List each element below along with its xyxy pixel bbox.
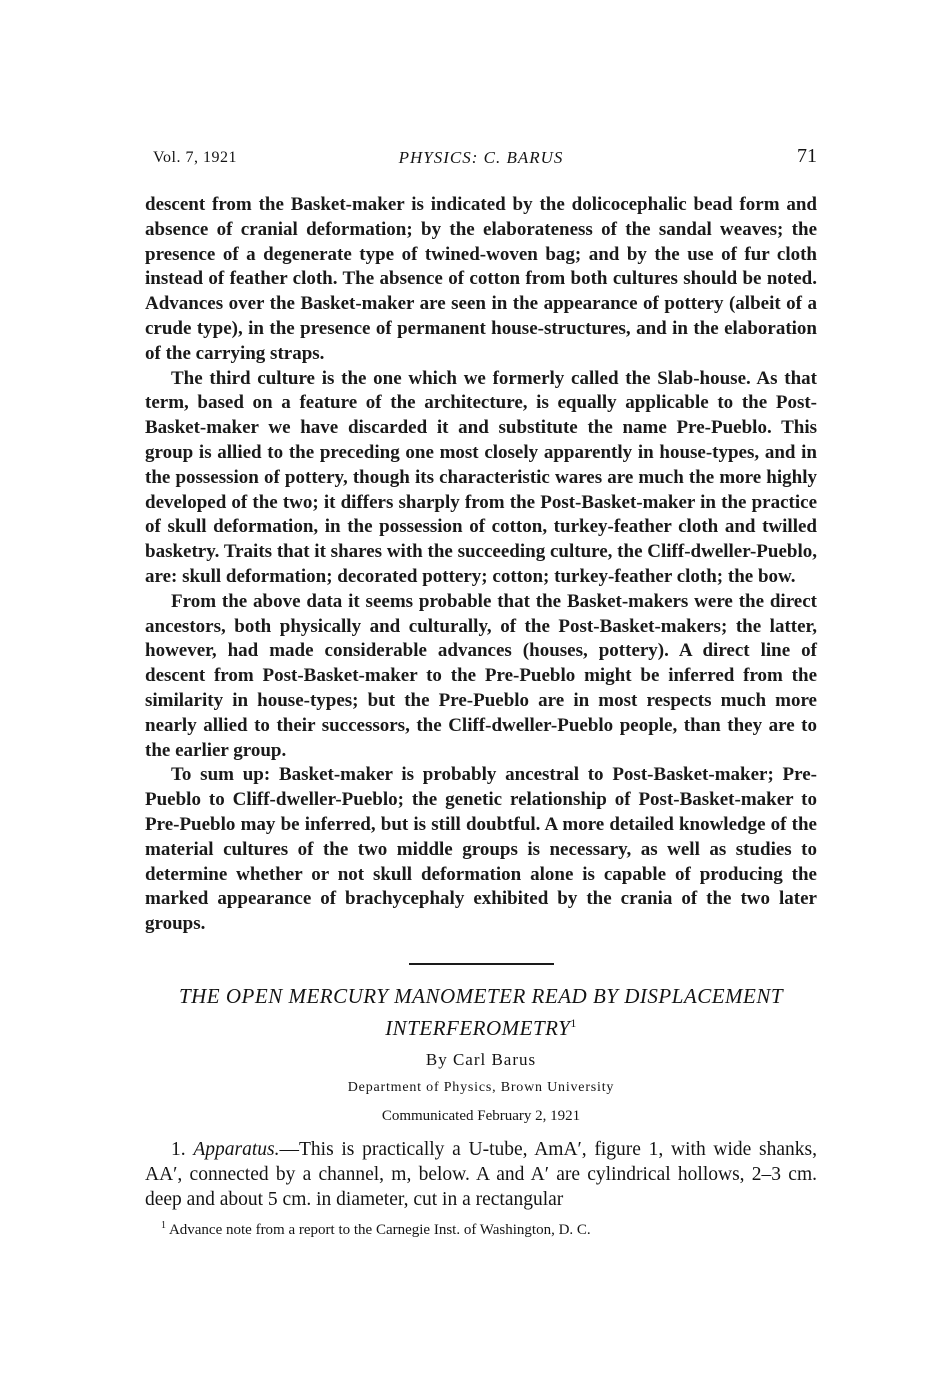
section-divider [409, 963, 554, 965]
communicated-date: Communicated February 2, 1921 [381, 1107, 581, 1124]
section-number: 1. [171, 1138, 186, 1160]
running-head [145, 145, 817, 175]
author-byline: By Carl Barus [425, 1049, 537, 1069]
author-affiliation: Department of Physics, Brown University [347, 1079, 615, 1095]
footnote-mark: 1 [161, 1219, 166, 1231]
footnote-text: Advance note from a report to the Carnegie Inst. of Washington, D. C. [168, 1221, 591, 1238]
page-number: 71 [797, 145, 817, 167]
volume-year: Vol. 7, 1921 [153, 149, 237, 166]
section-paragraph [145, 1137, 817, 1212]
title-line-1: THE OPEN MERCURY MANOMETER READ BY DISPLACEMENT [178, 983, 784, 1008]
title-line-2-text: INTERFEROMETRY [385, 1015, 571, 1040]
paragraph: From the above data it seems probable that the Basket-makers were the direct ancestors, both physically and culturally, of the Post-Basket-makers; the latter, however, had made considerable advances (houses, pottery). A direct line of descent from Post-Basket-maker to the Pre-Pueblo might be inferred from the similarity in house-types; but the Pre-Pueblo are in most respects much more nearly allied to their successors, the Cliff-dweller-Pueblo people, than they are to the earlier group. [145, 590, 817, 761]
article-section [145, 1137, 817, 1212]
section-text: —This is practically a U-tube, AmA′, figure 1, with wide shanks, AA′, connected by a channel, m, below. A and A′ are cylindrical hollows, 2–3 cm. deep and about 5 cm. in diameter, cut in a rectangular [145, 1138, 818, 1210]
title-line-2 [145, 1010, 817, 1042]
paragraph: The third culture is the one which we formerly called the Slab-house. As that term, based on a feature of the architecture, is equally applicable to the Post-Basket-maker we have discarded it and substitute the name Pre-Pueblo. This group is allied to the preceding one most closely apparently in house-types, and in the possession of pottery, though its characteristic wares are much the more highly developed of the two; it differs sharply from the Post-Basket-maker in the practice of skull deformation, in the possession of cotton, turkey-feather cloth and twilled basketry. Traits that it shares with the succeeding culture, the Cliff-dweller-Pueblo, are: skull deformation; decorated pottery; cotton; turkey-feather cloth; the bow. [145, 367, 817, 587]
title-footnote-mark: 1 [570, 1015, 577, 1030]
previous-article-body [145, 193, 817, 937]
footnote [145, 1220, 817, 1239]
paragraph: descent from the Basket-maker is indicated by the dolicocephalic bead form and absence of cranial deformation; by the elaborateness of the sandal weaves; the presence of a degenerate type of twined-woven bag; and by the use of fur cloth instead of feather cloth. The absence of cotton from both cultures should be noted. Advances over the Basket-maker are seen in the appearance of pottery (albeit of a crude type), in the presence of permanent house-structures, and in the elaboration of the carrying straps. [145, 194, 817, 364]
running-title: PHYSICS: C. BARUS [398, 148, 564, 167]
article-title [145, 983, 817, 1042]
paragraph: To sum up: Basket-maker is probably ancestral to Post-Basket-maker; Pre-Pueblo to Cliff-dweller-Pueblo; the genetic relationship of Post-Basket-maker to Pre-Pueblo may be inferred, but is still doubtful. A more detailed knowledge of the material cultures of the two middle groups is necessary, as well as studies to determine whether or not skull deformation alone is capable of producing the marked appearance of brachycephaly exhibited by the crania of the two later groups. [145, 764, 817, 935]
journal-page [145, 145, 817, 1239]
section-heading: Apparatus. [193, 1138, 280, 1160]
